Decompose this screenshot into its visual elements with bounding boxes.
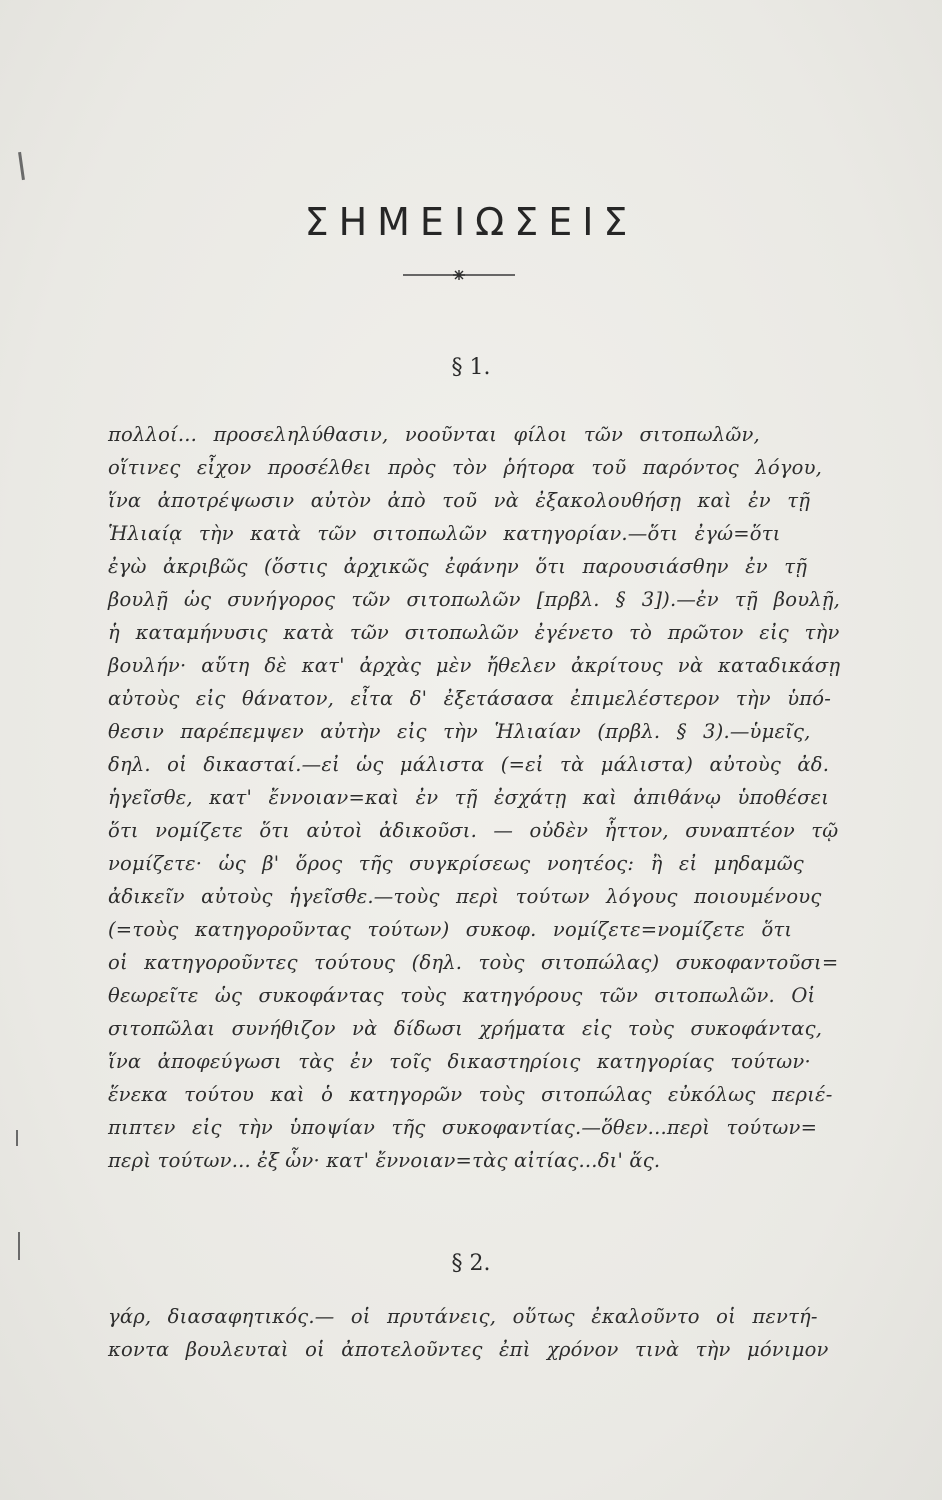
text-line: βουλῇ ὡς συνήγορος τῶν σιτοπωλῶν [πρβλ. § 3]).—ἐν τῇ βουλῇ, [108, 588, 841, 611]
text-line: περὶ τούτων... ἐξ ὧν· κατ' ἔννοιαν=τὰς αἰτίας...δι' ἅς. [108, 1149, 661, 1172]
text-line: δηλ. οἱ δικασταί.—εἰ ὡς μάλιστα (=εἰ τὰ μάλιστα) αὐτοὺς ἀδ. [108, 753, 830, 776]
text-line: κοντα βουλευταὶ οἱ ἀποτελοῦντες ἐπὶ χρόνον τινὰ τὴν μόνιμον [108, 1338, 829, 1361]
text-line: νομίζετε· ὡς β' ὅρος τῆς συγκρίσεως νοητέος: ἢ εἰ μηδαμῶς [108, 852, 804, 875]
page-heading: ΣΗΜΕΙΩΣΕΙΣ [304, 200, 638, 244]
section-2-paragraph [108, 1300, 840, 1366]
text-line: Ἡλιαίᾳ τὴν κατὰ τῶν σιτοπωλῶν κατηγορίαν.—ὅτι ἐγώ=ὅτι [108, 522, 781, 545]
margin-mark-middle [16, 1130, 18, 1146]
text-line: ἀδικεῖν αὐτοὺς ἡγεῖσθε.—τοὺς περὶ τούτων λόγους ποιουμένους [108, 885, 822, 908]
text-line: ἕνεκα τούτου καὶ ὁ κατηγορῶν τοὺς σιτοπώλας εὐκόλως περιέ- [108, 1083, 833, 1106]
text-line: ἵνα ἀποφεύγωσι τὰς ἐν τοῖς δικαστηρίοις κατηγορίας τούτων· [108, 1050, 811, 1073]
text-line: αὐτοὺς εἰς θάνατον, εἶτα δ' ἐξετάσασα ἐπιμελέστερον τὴν ὑπό- [108, 687, 832, 710]
text-line: πιπτεν εἰς τὴν ὑποψίαν τῆς συκοφαντίας.—ὅθεν...περὶ τούτων= [108, 1116, 818, 1139]
text-line: ἡ καταμήνυσις κατὰ τῶν σιτοπωλῶν ἐγένετο τὸ πρῶτον εἰς τὴν [108, 621, 840, 644]
text-line: θεωρεῖτε ὡς συκοφάντας τοὺς κατηγόρους τῶν σιτοπωλῶν. Οἱ [108, 984, 816, 1007]
text-line: θεσιν παρέπεμψεν αὐτὴν εἰς τὴν Ἡλιαίαν (πρβλ. § 3).—ὑμεῖς, [108, 720, 811, 743]
text-line: σιτοπῶλαι συνήθιζον νὰ δίδωσι χρήματα εἰς τοὺς συκοφάντας, [108, 1017, 823, 1040]
text-line: οἱ κατηγοροῦντες τούτους (δηλ. τοὺς σιτοπώλας) συκοφαντοῦσι= [108, 951, 839, 974]
text-line: πολλοί... προσεληλύθασιν, νοοῦνται φίλοι τῶν σιτοπωλῶν, [108, 423, 760, 446]
divider-ornament [403, 268, 515, 282]
text-line: οἵτινες εἶχον προσέλθει πρὸς τὸν ῥήτορα τοῦ παρόντος λόγου, [108, 456, 823, 479]
section-1-paragraph [108, 418, 840, 1177]
text-line: βουλήν· αὕτη δὲ κατ' ἀρχὰς μὲν ἤθελεν ἀκρίτους νὰ καταδικάσῃ [108, 654, 841, 677]
section-2-label: § 2. [451, 1251, 491, 1276]
text-line: ἡγεῖσθε, κατ' ἔννοιαν=καὶ ἐν τῇ ἐσχάτῃ καὶ ἀπιθάνῳ ὑποθέσει [108, 786, 830, 809]
margin-mark-top [18, 152, 25, 180]
text-line: γάρ, διασαφητικός.— οἱ πρυτάνεις, οὕτως ἐκαλοῦντο οἱ πεντή- [108, 1305, 818, 1328]
text-line: (=τοὺς κατηγοροῦντας τούτων) συκοφ. νομίζετε=νομίζετε ὅτι [108, 918, 793, 941]
text-line: ὅτι νομίζετε ὅτι αὐτοὶ ἀδικοῦσι. — οὐδὲν ἧττον, συναπτέον τῷ [108, 819, 839, 842]
section-1-label: § 1. [451, 355, 491, 380]
text-line: ἐγὼ ἀκριβῶς (ὅστις ἀρχικῶς ἐφάνην ὅτι παρουσιάσθην ἐν τῇ [108, 555, 808, 578]
text-line: ἵνα ἀποτρέψωσιν αὐτὸν ἀπὸ τοῦ νὰ ἐξακολουθήσῃ καὶ ἐν τῇ [108, 489, 811, 512]
